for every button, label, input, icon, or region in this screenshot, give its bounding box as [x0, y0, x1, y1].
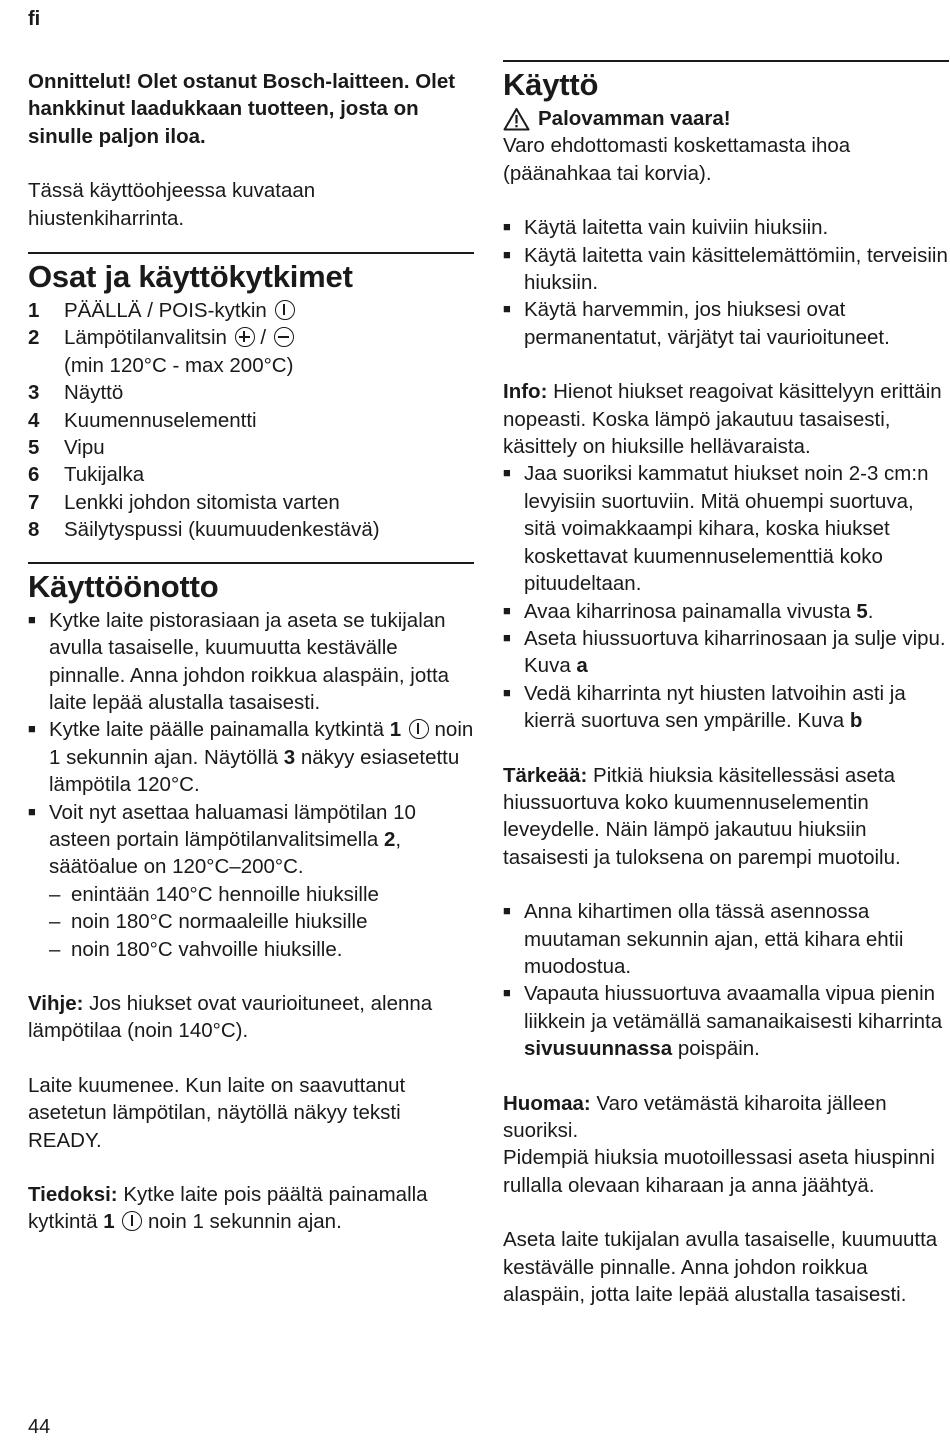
bullet-icon — [503, 625, 524, 680]
list-item: – noin 180°C vahvoille hiuksille. — [49, 936, 474, 963]
page-number: 44 — [28, 1416, 51, 1438]
list-item — [28, 324, 474, 379]
part-number: 5 — [28, 436, 40, 460]
usage-list — [503, 214, 949, 351]
finish-list — [503, 898, 949, 1062]
bullet-text: Kytke laite pistorasiaan ja aseta se tukijalan avulla tasaiselle, kuumuutta kestävälle pinnalle. Anna johdon roikkua alaspäin, jotta laite lepää alustalla tasaisesti. — [49, 608, 450, 714]
warning-text: Varo ehdottomasti koskettamasta ihoa (päänahkaa tai korvia). — [503, 134, 851, 185]
list-item: ■ Käytä laitetta vain kuiviin hiuksiin. — [503, 214, 949, 241]
intro-text: Onnittelut! Olet ostanut Bosch-laitteen. Olet hankkinut laadukkaan tuotteen, josta on sinulle paljon iloa. — [28, 70, 456, 148]
part-number: 6 — [28, 463, 40, 487]
part-number: 1 — [28, 299, 40, 323]
bullet-icon — [503, 898, 524, 980]
bullet-icon — [503, 460, 524, 597]
list-item: ■ Kytke laite päälle painamalla kytkintä 1 noin 1 sekunnin ajan. Näytöllä 3 näkyy esiasetettu lämpötila 120°C. — [28, 716, 474, 798]
setup-list — [28, 607, 474, 881]
language-code: fi — [28, 8, 41, 30]
list-item — [28, 516, 474, 543]
right-column — [503, 60, 949, 1308]
parts-list — [28, 297, 474, 544]
part-number: 7 — [28, 490, 40, 514]
list-item — [28, 607, 474, 717]
minus-icon — [274, 327, 294, 347]
power-icon — [275, 300, 295, 320]
bullet-icon — [503, 214, 524, 241]
intro-description: Tässä käyttöohjeessa kuvataan hiustenkiharrinta. — [28, 179, 316, 230]
part-number: 4 — [28, 408, 40, 432]
section-divider — [503, 60, 949, 62]
separator: / — [254, 326, 272, 350]
bullet-icon — [503, 680, 524, 735]
list-item: ■ Jaa suoriksi kammatut hiukset noin 2-3 cm:n levyisiin suortuviin. Mitä ohuempi suortuva, sitä voimakkaampi kihara, koska hiukset koskettavat kuumennuselementtiä koko pituudeltaan. — [503, 460, 949, 597]
part-number: 3 — [28, 381, 40, 405]
part-label: Näyttö — [64, 381, 124, 405]
list-item: – noin 180°C normaaleille hiuksille — [49, 908, 474, 935]
part-label: Kuumennuselementti — [64, 408, 257, 432]
part-label: Lenkki johdon sitomista varten — [64, 490, 340, 514]
parts-heading: Osat ja käyttökytkimet — [28, 259, 353, 295]
note-paragraph: Tiedoksi: Kytke laite pois päältä painamalla kytkintä 1 noin 1 sekunnin ajan. — [28, 1183, 428, 1234]
long-hair-paragraph: Pidempiä hiuksia muotoillessasi aseta hiuspinni rullalla olevaan kiharaan ja anna jäähtyä. — [503, 1146, 935, 1197]
tip-paragraph: Vihje: Jos hiukset ovat vaurioituneet, alenna lämpötilaa (noin 140°C). — [28, 991, 433, 1043]
temperature-range: (min 120°C - max 200°C) — [64, 353, 294, 377]
list-item: ■ Aseta hiussuortuva kiharrinosaan ja sulje vipu. Kuva a — [503, 625, 949, 680]
list-item — [28, 461, 474, 488]
notice-paragraph: Huomaa: Varo vetämästä kiharoita jälleen suoriksi. — [503, 1091, 887, 1142]
dash-marker: – — [49, 910, 61, 934]
warning-heading: Palovamman vaara! — [503, 105, 949, 132]
list-item — [28, 434, 474, 461]
list-item: ■ Vedä kiharrinta nyt hiusten latvoihin asti ja kierrä suortuva sen ympärille. Kuva b — [503, 680, 949, 735]
important-paragraph: Tärkeää: Pitkiä hiuksia käsitellessäsi aseta hiussuortuva koko kuumennuselementin leveydelle. Näin lämpö jakautuu hiuksiin tasaisesti ja tuloksena on parempi muotoilu. — [503, 763, 901, 869]
list-item — [28, 489, 474, 516]
list-item: ■ Käytä harvemmin, jos hiuksesi ovat permanentatut, värjätyt tai vaurioituneet. — [503, 296, 949, 351]
part-label: Lämpötilanvalitsin — [64, 326, 227, 350]
plus-icon — [235, 327, 255, 347]
list-item — [28, 407, 474, 434]
list-item: ■ Anna kihartimen olla tässä asennossa muutaman sekunnin ajan, että kihara ehtii muodostua. — [503, 898, 949, 980]
list-item: ■ Vapauta hiussuortuva avaamalla vipua pienin liikkein ja vetämällä samanaikaisesti kiharrinta sivusuunnassa poispäin. — [503, 980, 949, 1062]
temperature-list — [28, 881, 474, 963]
list-item — [28, 297, 474, 324]
final-paragraph: Aseta laite tukijalan avulla tasaiselle, kuumuutta kestävälle pinnalle. Anna johdon roikkua alaspäin, jotta laite lepää alustalla tasaisesti. — [503, 1228, 938, 1307]
part-label: Vipu — [64, 436, 105, 460]
warning-icon — [503, 107, 530, 131]
list-item: ■ Voit nyt asettaa haluamasi lämpötilan 10 asteen portain lämpötilanvalitsimella 2, säätöalue on 120°C–200°C. — [28, 799, 474, 881]
heating-paragraph: Laite kuumenee. Kun laite on saavuttanut asetetun lämpötilan, näytöllä näkyy teksti READY. — [28, 1073, 406, 1152]
bullet-icon — [28, 716, 49, 798]
part-number: 2 — [28, 326, 40, 350]
power-icon — [122, 1211, 142, 1231]
bullet-icon — [28, 799, 49, 881]
bullet-icon — [503, 242, 524, 297]
list-item: ■ Käytä laitetta vain käsittelemättömiin, terveisiin hiuksiin. — [503, 242, 949, 297]
part-label: PÄÄLLÄ / POIS-kytkin — [64, 299, 267, 323]
bullet-icon — [503, 980, 524, 1062]
use-heading: Käyttö — [503, 67, 599, 102]
list-item: – enintään 140°C hennoille hiuksille — [49, 881, 474, 908]
dash-marker: – — [49, 937, 61, 961]
list-item — [28, 379, 474, 406]
bullet-icon — [503, 598, 524, 625]
left-column — [28, 68, 474, 1236]
setup-heading: Käyttöönotto — [28, 568, 219, 604]
styling-list — [503, 460, 949, 734]
bullet-icon — [28, 607, 49, 717]
section-divider — [28, 562, 474, 564]
part-number: 8 — [28, 518, 40, 542]
list-item: ■ Avaa kiharrinosa painamalla vivusta 5. — [503, 598, 949, 625]
info-paragraph: Info: Hienot hiukset reagoivat käsittelyyn erittäin nopeasti. Koska lämpö jakautuu tasaisesti, käsittely on hiuksille hellävaraista. — [503, 380, 942, 459]
part-label: Tukijalka — [64, 463, 145, 487]
dash-marker: – — [49, 882, 61, 906]
part-label: Säilytyspussi (kuumuudenkestävä) — [64, 518, 380, 542]
bullet-icon — [503, 296, 524, 351]
power-icon — [409, 719, 429, 739]
section-divider — [28, 252, 474, 254]
